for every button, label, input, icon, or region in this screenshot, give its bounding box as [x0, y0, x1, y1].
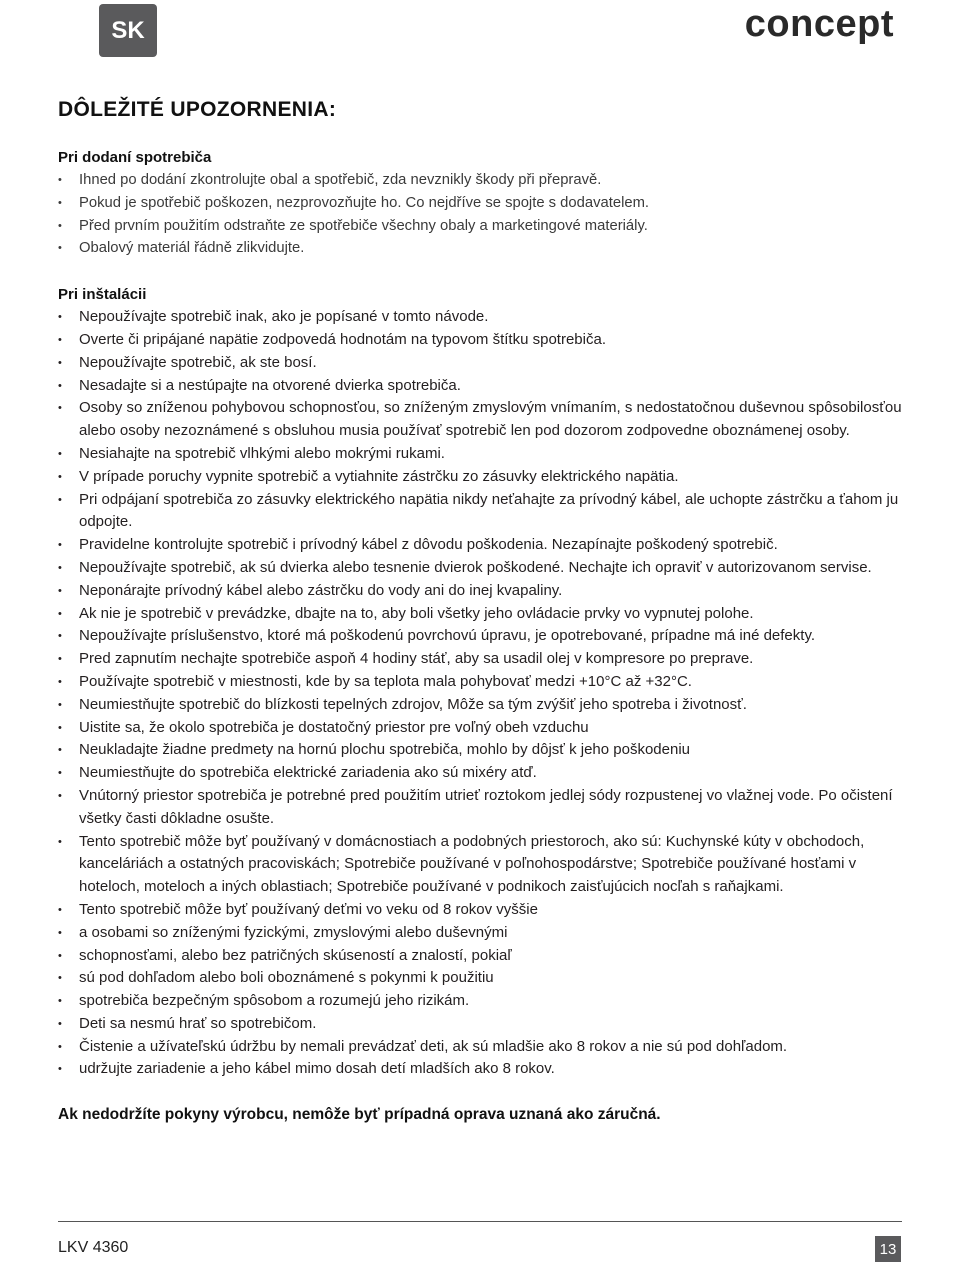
bullet-icon: •: [58, 242, 62, 255]
bullet-icon: •: [58, 379, 62, 392]
list-item: [58, 1013, 903, 1036]
list-item-text: Nepoužívajte príslušenstvo, ktoré má poškodenú povrchovú úpravu, je opotrebované, prípadne má iné defekty.: [79, 627, 815, 645]
footer-divider: [58, 1221, 902, 1222]
list-item-text: Tento spotrebič môže byť používaný deťmi vo veku od 8 rokov vyššie: [79, 900, 538, 918]
bullet-icon: •: [58, 402, 62, 415]
list-item: [58, 831, 903, 899]
list-item: [58, 739, 903, 762]
list-item: [58, 192, 903, 215]
list-item: [58, 466, 903, 489]
list-item: [58, 603, 903, 626]
list-item-text: Čistenie a užívateľskú údržbu by nemali prevádzať deti, ak sú mladšie ako 8 rokov a nie sú pod dohľadom.: [79, 1037, 788, 1055]
list-item: [58, 762, 903, 785]
list-item-text: Nesadajte si a nestúpajte na otvorené dvierka spotrebiča.: [79, 376, 461, 394]
list-item-text: Obalový materiál řádně zlikvidujte.: [79, 240, 305, 257]
list-item: [58, 375, 903, 398]
list-item: [58, 785, 903, 831]
bullet-icon: •: [58, 356, 62, 369]
list-item-text: Nesiahajte na spotrebič vlhkými alebo mokrými rukami.: [79, 444, 445, 462]
section-heading-installation: Pri inštalácii: [58, 286, 147, 304]
list-item-text: Používajte spotrebič v miestnosti, kde by sa teplota mala pohybovať medzi +10°C až +32°C.: [79, 672, 692, 690]
bullet-icon: •: [58, 311, 62, 324]
list-item-text: Nepoužívajte spotrebič inak, ako je popísané v tomto návode.: [79, 308, 489, 326]
bullet-icon: •: [58, 995, 62, 1008]
bullet-icon: •: [58, 333, 62, 346]
list-item-text: Osoby so zníženou pohybovou schopnosťou, so zníženým zmyslovým vnímaním, s nedostatočnou duševnou spôsobilosťou alebo osoby nezoznámené s obsluhou musia používať spotrebič len pod dozorom zodpovedne oboznámenej osoby.: [79, 399, 902, 440]
list-item-text: Uistite sa, že okolo spotrebiča je dostatočný priestor pre voľný obeh vzduchu: [79, 718, 589, 736]
bullet-icon: •: [58, 1017, 62, 1030]
list-item-text: udržujte zariadenie a jeho kábel mimo dosah detí mladších ako 8 rokov.: [79, 1060, 555, 1078]
list-item: [58, 237, 903, 260]
list-item-text: Pred zapnutím nechajte spotrebiče aspoň 4 hodiny stáť, aby sa usadil olej v kompresore po preprave.: [79, 650, 754, 668]
list-item-text: Ak nie je spotrebič v prevádzke, dbajte na to, aby boli všetky jeho ovládacie prvky vo vypnutej polohe.: [79, 604, 754, 622]
bullet-icon: •: [58, 539, 62, 552]
list-item: [58, 694, 903, 717]
bullet-icon: •: [58, 607, 62, 620]
list-item-text: Neumiestňujte spotrebič do blízkosti tepelných zdrojov, Môže sa tým zvýšiť jeho spotreba i životnosť.: [79, 695, 747, 713]
bullet-icon: •: [58, 447, 62, 460]
bullet-icon: •: [58, 698, 62, 711]
bullet-icon: •: [58, 972, 62, 985]
list-item-text: Pravidelne kontrolujte spotrebič i prívodný kábel z dôvodu poškodenia. Nezapínajte poškodený spotrebič.: [79, 536, 778, 554]
bullet-icon: •: [58, 1063, 62, 1076]
main-content: [58, 98, 903, 1140]
bullet-icon: •: [58, 630, 62, 643]
list-item: [58, 625, 903, 648]
bullet-icon: •: [58, 584, 62, 597]
list-item-text: Pri odpájaní spotrebiča zo zásuvky elektrického napätia nikdy neťahajte za prívodný kábel, ale uchopte zástrčku a ťahom ju odpojte.: [79, 490, 899, 531]
page-header: [0, 0, 960, 60]
bullet-icon: •: [58, 653, 62, 666]
list-item-text: Neukladajte žiadne predmety na hornú plochu spotrebiča, mohlo by dôjsť k jeho poškodeniu: [79, 741, 691, 759]
list-item-text: Před prvním použitím odstraňte ze spotřebiče všechny obaly a marketingové materiály.: [79, 217, 648, 234]
list-item: [58, 717, 903, 740]
bullet-icon: •: [58, 196, 62, 209]
list-item: [58, 329, 903, 352]
list-item-text: Ihned po dodání zkontrolujte obal a spotřebič, zda nevznikly škody při přepravě.: [79, 172, 602, 188]
list-item: [58, 397, 903, 443]
list-item-text: Vnútorný priestor spotrebiča je potrebné pred použitím utrieť roztokom jedlej sódy rozpustenej vo vlažnej vode. Po očistení všetky časti dôkladne osušte.: [79, 786, 893, 827]
list-item: [58, 990, 903, 1013]
list-item: [58, 922, 903, 945]
list-item: [58, 352, 903, 375]
list-item-text: schopnosťami, alebo bez patričných skúseností a znalostí, pokiaľ: [79, 946, 512, 964]
list-item: [58, 215, 903, 238]
bullet-icon: •: [58, 789, 62, 802]
list-item-text: Tento spotrebič môže byť používaný v domácnostiach a podobných priestoroch, ako sú: Kuchynské kúty v obchodoch, kanceláriách a ostatných pracoviskách; Spotrebiče používané v poľnohospodárstve; Spotrebiče používané hosťami v hoteloch, moteloch a iných oblastiach; Spotrebiče používané v podnikoch zaisťujúcich nocľah s raňajkami.: [79, 832, 865, 896]
list-item: [58, 1058, 903, 1081]
bullet-icon: •: [58, 835, 62, 848]
bullet-icon: •: [58, 561, 62, 574]
bullet-icon: •: [58, 926, 62, 939]
bullet-icon: •: [58, 493, 62, 506]
list-item-text: Overte či pripájané napätie zodpovedá hodnotám na typovom štítku spotrebiča.: [79, 330, 606, 348]
list-item-text: Neponárajte prívodný kábel alebo zástrčku do vody ani do inej kvapaliny.: [79, 581, 563, 599]
language-badge: SK: [99, 4, 157, 57]
list-item-text: Nepoužívajte spotrebič, ak ste bosí.: [79, 353, 317, 371]
bullet-icon: •: [58, 219, 62, 232]
list-item: [58, 580, 903, 603]
bullet-icon: •: [58, 470, 62, 483]
list-item-text: Deti sa nesmú hrať so spotrebičom.: [79, 1014, 317, 1032]
list-item: [58, 899, 903, 922]
bullet-icon: •: [58, 1040, 62, 1053]
section-heading-delivery: Pri dodaní spotrebiča: [58, 149, 212, 166]
list-item: [58, 557, 903, 580]
page-title: DÔLEŽITÉ UPOZORNENIA:: [58, 98, 337, 121]
brand-logo: concept: [744, 3, 894, 45]
list-item-text: Neumiestňujte do spotrebiča elektrické zariadenia ako sú mixéry atď.: [79, 764, 537, 782]
list-item-text: V prípade poruchy vypnite spotrebič a vytiahnite zástrčku zo zásuvky elektrického napätia.: [79, 467, 679, 485]
bullet-icon: •: [58, 949, 62, 962]
bullet-icon: •: [58, 174, 62, 186]
list-item: [58, 169, 903, 192]
list-item: [58, 306, 903, 329]
bullet-icon: •: [58, 767, 62, 780]
list-item: [58, 648, 903, 671]
bullet-icon: •: [58, 744, 62, 757]
list-item: [58, 967, 903, 990]
list-item-text: spotrebiča bezpečným spôsobom a rozumejú jeho rizikám.: [79, 992, 470, 1010]
list-item: [58, 945, 903, 968]
installation-instructions-list: [58, 306, 903, 1081]
model-number: LKV 4360: [58, 1239, 129, 1256]
bullet-icon: •: [58, 721, 62, 734]
list-item-text: Pokud je spotřebič poškozen, nezprovozňujte ho. Co nejdříve se spojte s dodavatelem.: [79, 194, 650, 211]
list-item-text: sú pod dohľadom alebo boli oboznámené s pokynmi k použitiu: [79, 969, 494, 987]
list-item-text: a osobami so zníženými fyzickými, zmyslovými alebo duševnými: [79, 923, 508, 941]
list-item: [58, 443, 903, 466]
bullet-icon: •: [58, 903, 62, 916]
bullet-icon: •: [58, 675, 62, 688]
list-item: [58, 671, 903, 694]
list-item: [58, 1036, 903, 1059]
list-item-text: Nepoužívajte spotrebič, ak sú dvierka alebo tesnenie dvierok poškodené. Nechajte ich opraviť v autorizovanom servise.: [79, 558, 872, 576]
page-number: 13: [875, 1236, 901, 1262]
list-item: [58, 534, 903, 557]
delivery-instructions-list: [58, 169, 903, 260]
warranty-warning: Ak nedodržíte pokyny výrobcu, nemôže byť prípadná oprava uznaná ako záručná.: [58, 1106, 661, 1124]
list-item: [58, 489, 903, 535]
